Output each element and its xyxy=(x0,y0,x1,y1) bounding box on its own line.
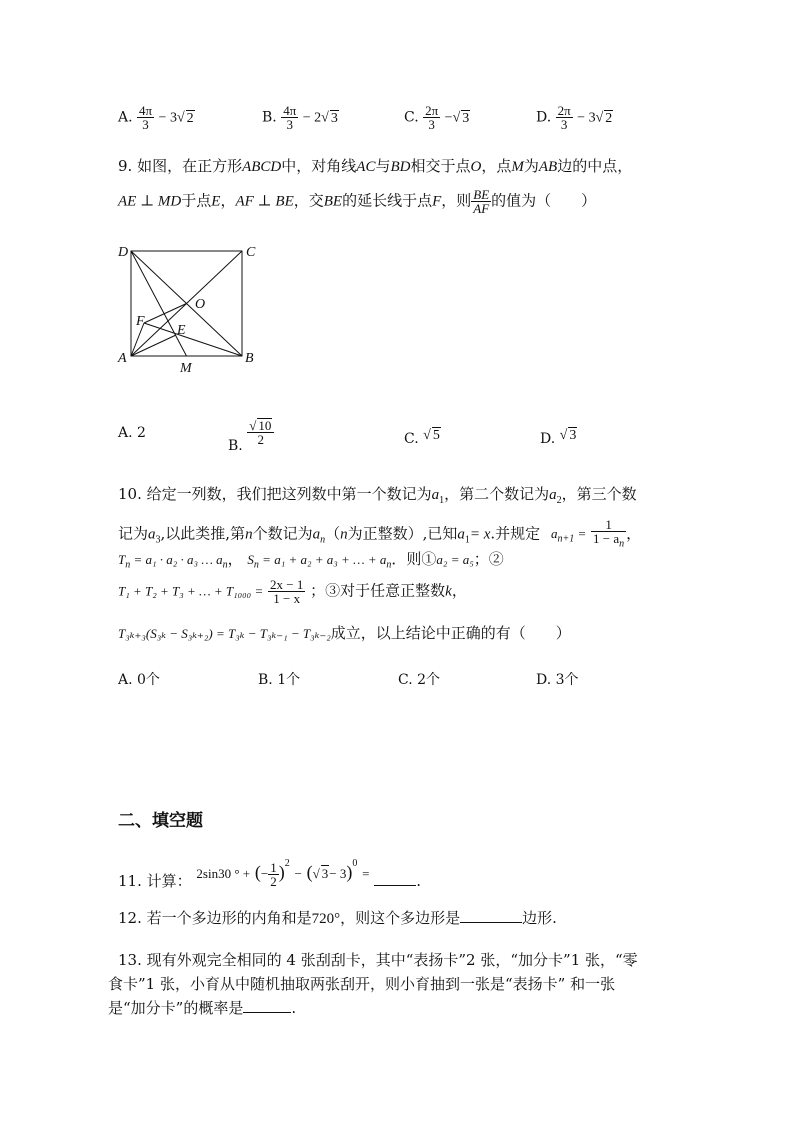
q11-half-fraction: $\frac{1}{2}$ xyxy=(270,859,277,889)
label-m: M xyxy=(180,361,192,376)
q10-option-b: B. 1个 xyxy=(258,672,301,688)
q10-claim2-fraction: $\frac{2x - 1}{1 - x}$ xyxy=(270,577,304,606)
section-title: 二、填空题 xyxy=(118,811,203,831)
q10-line-3: $T_n = a_1 \cdot a_2 \cdot a_3$ … $a_n$， $S_n = a_1 + a_2 + a_3$ + … + $a_n$．则①a₂ = a₅；② xyxy=(118,550,504,571)
label-o: O xyxy=(195,297,206,312)
segment-fo xyxy=(144,304,187,324)
q13-line-3: 是“加分卡”的概率是 . xyxy=(108,999,297,1017)
q10-option-d: D. 3个 xyxy=(536,672,579,688)
q11-answer-blank[interactable] xyxy=(374,885,416,886)
label-b: B xyxy=(245,351,254,366)
q8-option-c: C. $\frac{2\pi}{3}$ −√ 3 xyxy=(404,103,470,132)
q10-rule-fraction: $\frac{1}{1 - a_n}$ xyxy=(593,517,625,550)
q10-line-1: 10. 给定一列数，我们把这列数中第一个数记为$a_1$，第二个数记为$a_2$，第三个数 xyxy=(118,485,637,506)
q9-line-1: 9. 如图，在正方形ABCD中，对角线AC与BD相交于点O，点M为AB边的中点， xyxy=(118,157,633,175)
q11-line: 11. 计算： 2sin30 ° + (− $\frac{1}{2}$ )$^2$ − (√ 3− 3)$^0$ = . xyxy=(118,858,422,890)
q13-line-2: 食卡”1 张，小育从中随机抽取两张刮开，则小育抽到一张是“表扬卡” 和一张 xyxy=(108,975,616,993)
q12-answer-blank[interactable] xyxy=(460,922,522,923)
q9-option-a: A. 2 xyxy=(118,425,146,441)
q9-option-d: D. √ 3 xyxy=(540,428,577,447)
q10-line-2: 记为$a_3$,以此类推,第n个数记为$a_n(n$为正整数）,已知$a_1= x$.并规定 $a_{n+1}$ = $\frac{1}{1 - a_n}$ ， xyxy=(118,517,642,550)
q9-option-b: B. $\frac{√ 10}{2}$ xyxy=(228,418,274,454)
q8-option-b: B. $\frac{4\pi}{3}$ − 2√ 3 xyxy=(262,103,338,132)
q8-a-fraction: $\frac{4\pi}{3}$ xyxy=(139,103,153,132)
q13-line-1: 13. 现有外观完全相同的 4 张刮刮卡，其中“表扬卡”2 张，“加分卡”1 张，“零 xyxy=(118,951,638,969)
q12-line: 12. 若一个多边形的内角和是720°，则这个多边形是 边形. xyxy=(118,909,557,927)
q8-option-a: A. $\frac{4\pi}{3}$ − 3√ 2 xyxy=(118,103,194,132)
q8-option-d: D. $\frac{2\pi}{3}$ − 3√ 2 xyxy=(536,103,613,132)
q8-d-fraction: $\frac{2\pi}{3}$ xyxy=(557,103,571,132)
q13-answer-blank[interactable] xyxy=(243,1012,291,1013)
label-c: C xyxy=(246,245,256,260)
label-f: F xyxy=(136,314,145,329)
q9-ratio-fraction: $\frac{BE}{AF}$ xyxy=(473,187,490,216)
q10-option-a: A. 0个 xyxy=(118,672,160,688)
q8-b-fraction: $\frac{4\pi}{3}$ xyxy=(283,103,297,132)
q8-c-fraction: $\frac{2\pi}{3}$ xyxy=(425,103,439,132)
label-e: E xyxy=(177,323,186,338)
q9-line-2: AE ⊥ MD于点E，AF ⊥ BE，交BE的延长线于点F，则 $\frac{BE}{AF}$ 的值为（ ） xyxy=(118,187,597,216)
q10-line-4: T₁ + T₂ + T₃ + … + T₁₀₀₀ = $\frac{2x - 1}{1 - x}$ ；③对于任意正整数k， xyxy=(118,577,467,606)
q10-option-c: C. 2个 xyxy=(398,672,441,688)
label-d: D xyxy=(118,245,129,260)
segment-bf xyxy=(144,323,242,356)
q9-option-c: C. √ 5 xyxy=(404,428,440,447)
q10-line-5: T₃ₖ₊₃(S₃ₖ − S₃ₖ₊₂) = T₃ₖ − T₃ₖ₋₁ − T₃ₖ₋₂成立，以上结论中正确的有（ ） xyxy=(118,624,571,642)
segment-md xyxy=(131,251,187,356)
q9-square-figure xyxy=(112,236,272,376)
label-a: A xyxy=(118,351,127,366)
